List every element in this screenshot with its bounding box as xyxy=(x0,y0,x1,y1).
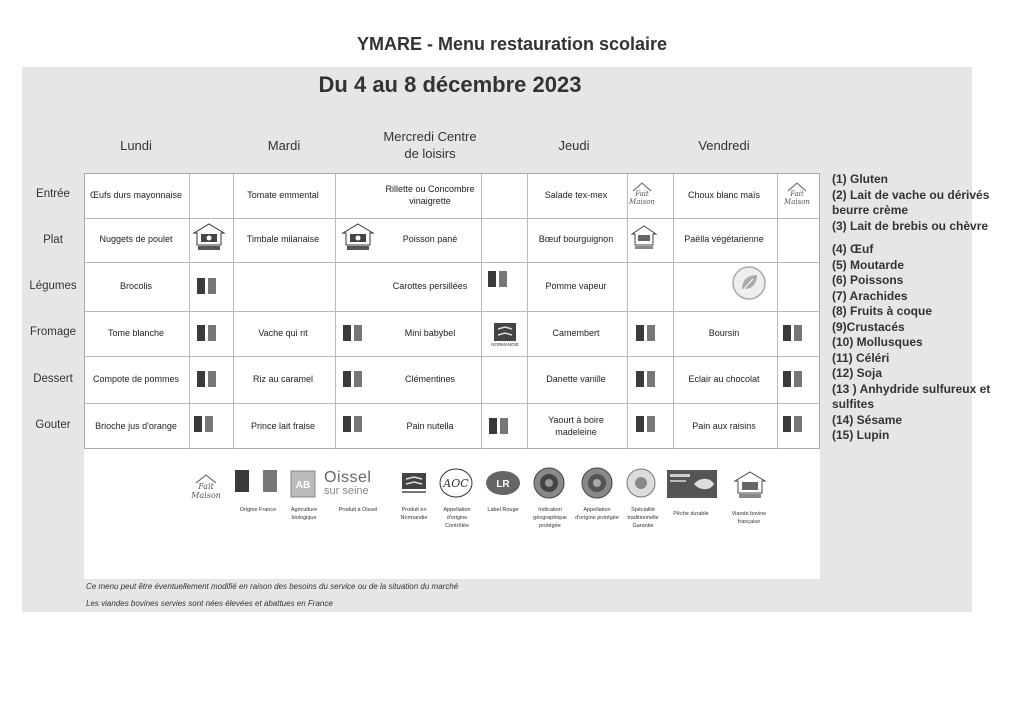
menu-cell: Brocolis xyxy=(119,280,152,291)
menu-cell: Poisson pané xyxy=(402,234,458,244)
allergen-legend xyxy=(832,172,1017,444)
aoc-icon xyxy=(438,467,474,499)
allergen-item: (4) Œuf xyxy=(832,242,874,256)
allergen-item: (11) Céléri xyxy=(832,350,890,365)
viande-bovine-francaise-icon xyxy=(628,222,660,254)
origine-france-icon xyxy=(343,325,363,341)
allergen-item: (15) Lupin xyxy=(832,428,890,442)
caption-aoc: Appellation d'origine Contrôlée xyxy=(443,507,471,529)
menu-cell: Choux blanc maïs xyxy=(687,190,761,200)
normandie-icon xyxy=(396,470,432,496)
origine-france-icon xyxy=(194,416,214,432)
origine-france-icon xyxy=(783,325,803,341)
caption-agriculture-bio: Agriculture biologique xyxy=(290,507,318,521)
day-header-jeudi: Jeudi xyxy=(558,137,590,153)
row-label-fromage: Fromage xyxy=(29,326,77,338)
svg-text:AB: AB xyxy=(295,480,311,491)
menu-cell: Pain nutella xyxy=(406,420,454,431)
note-viandes: Les viandes bovines servies sont nées élevées et abattues en France xyxy=(86,599,333,608)
menu-cell: Danette vanille xyxy=(546,373,606,384)
caption-produit-normandie: Produit en Normandie xyxy=(400,507,428,521)
peche-durable-icon xyxy=(664,468,720,500)
svg-text:Maison: Maison xyxy=(629,198,655,206)
menu-cell: Clémentines xyxy=(404,373,456,384)
menu-cell: Eclair au chocolat xyxy=(688,373,760,384)
menu-cell: Prince lait fraise xyxy=(250,420,316,431)
menu-cell: Pain aux raisins xyxy=(692,420,756,431)
row-label-entree: Entrée xyxy=(36,188,70,200)
allergen-item: (12) Soja xyxy=(832,366,883,380)
caption-aop: Appellation d'origine protégée xyxy=(575,507,619,521)
allergen-item: (5) Moutarde xyxy=(832,257,904,272)
row-label-legumes: Légumes xyxy=(29,280,77,292)
viande-bovine-francaise-icon xyxy=(730,468,770,502)
menu-cell: Mini babybel xyxy=(404,327,456,338)
stg-icon xyxy=(624,466,658,500)
vegetarien-icon xyxy=(730,264,768,302)
oissel-icon: Oissel sur seine xyxy=(324,468,372,497)
allergen-item: (1) Gluten xyxy=(832,172,888,186)
row-label-gouter: Gouter xyxy=(35,419,71,431)
fait-maison-icon xyxy=(186,470,226,502)
origine-france-icon xyxy=(636,371,656,387)
aop-icon xyxy=(578,466,616,500)
caption-stg: Spécialité traditionnelle Garantie xyxy=(627,507,659,529)
day-header-vendredi: Vendredi xyxy=(698,137,750,153)
menu-cell: Yaourt à boire madeleine xyxy=(548,414,604,437)
week-title: Du 4 au 8 décembre 2023 xyxy=(318,72,582,97)
caption-label-rouge: Label Rouge xyxy=(487,507,519,513)
menu-cell: Œufs durs mayonnaise xyxy=(89,190,183,200)
menu-cell: Vache qui rit xyxy=(258,327,308,338)
origine-france-icon xyxy=(636,416,656,432)
menu-cell: Camembert xyxy=(552,327,600,338)
volaille-francaise-icon xyxy=(338,220,378,254)
caption-origine-france: Origine France xyxy=(239,507,277,513)
svg-text:Fait: Fait xyxy=(790,190,804,198)
normandie-icon: NORMANDIE xyxy=(486,318,524,350)
origine-france-icon xyxy=(783,416,803,432)
allergen-item: (8) Fruits à coque xyxy=(832,304,933,318)
caption-produit-oissel: Produit à Oissel xyxy=(338,507,378,513)
allergen-item: (7) Arachides xyxy=(832,288,908,303)
svg-text:Fait: Fait xyxy=(198,482,214,491)
origine-france-icon xyxy=(197,325,217,341)
origine-france-icon xyxy=(783,371,803,387)
caption-viande-bovine: Viande bovine française xyxy=(731,511,767,525)
svg-text:Fait: Fait xyxy=(635,190,649,198)
allergen-item: (6) Poissons xyxy=(832,273,904,287)
menu-cell: Brioche jus d'orange xyxy=(95,420,177,431)
note-modification: Ce menu peut être éventuellement modifié en raison des besoins du service ou de la situation du marché xyxy=(86,582,459,591)
svg-text:LR: LR xyxy=(496,479,510,490)
menu-cell: Tome blanche xyxy=(107,327,165,338)
label-rouge-icon xyxy=(484,468,522,498)
allergen-item: (10) Mollusques xyxy=(832,335,923,349)
fait-maison-icon xyxy=(783,178,811,210)
menu-cell: Salade tex-mex xyxy=(544,190,608,200)
origine-france-icon xyxy=(343,371,363,387)
allergen-item: (13 ) Anhydride sulfureux et sulfites xyxy=(832,381,991,411)
ab-icon xyxy=(290,470,316,498)
menu-cell: Compote de pommes xyxy=(92,373,180,384)
svg-text:AOC: AOC xyxy=(443,477,469,490)
svg-text:Maison: Maison xyxy=(784,198,810,206)
allergen-item: (9)Crustacés xyxy=(832,319,905,334)
origine-france-icon xyxy=(343,416,363,432)
volaille-francaise-icon xyxy=(189,220,229,254)
menu-cell: Boursin xyxy=(708,327,740,338)
origine-france-icon xyxy=(197,278,217,294)
menu-cell: Nuggets de poulet xyxy=(99,234,173,244)
menu-cell: Tomate emmental xyxy=(247,190,319,200)
day-header-lundi: Lundi xyxy=(120,137,152,153)
menu-cell: Timbale milanaise xyxy=(246,234,320,244)
svg-text:Maison: Maison xyxy=(191,491,221,500)
row-label-dessert: Dessert xyxy=(33,373,73,385)
menu-cell: Riz au caramel xyxy=(252,373,314,384)
menu-cell: Paëlla végétarienne xyxy=(684,234,764,244)
page-title: YMARE - Menu restauration scolaire xyxy=(356,34,668,54)
caption-igp: Indication géographique protégée xyxy=(533,507,567,529)
origine-france-icon xyxy=(636,325,656,341)
row-label-plat: Plat xyxy=(43,234,63,246)
igp-icon xyxy=(530,466,568,500)
origine-france-icon xyxy=(488,271,508,287)
origine-france-icon xyxy=(489,418,509,434)
allergen-item: (3) Lait de brebis ou chèvre xyxy=(832,218,989,233)
menu-cell: Rillette ou Concombre vinaigrette xyxy=(385,184,475,206)
day-header-mardi: Mardi xyxy=(267,137,301,153)
menu-cell: Pomme vapeur xyxy=(545,280,607,291)
origine-france-icon xyxy=(235,470,281,492)
allergen-item: (2) Lait de vache ou dérivés beurre crème xyxy=(832,187,990,217)
fait-maison-icon xyxy=(628,178,656,210)
menu-cell: Bœuf bourguignon xyxy=(538,234,614,244)
allergen-item: (14) Sésame xyxy=(832,412,903,427)
menu-cell: Carottes persillées xyxy=(392,280,468,291)
caption-peche-durable: Pêche durable xyxy=(673,511,709,517)
day-header-mercredi: Mercredi Centre de loisirs xyxy=(383,129,477,161)
origine-france-icon xyxy=(197,371,217,387)
